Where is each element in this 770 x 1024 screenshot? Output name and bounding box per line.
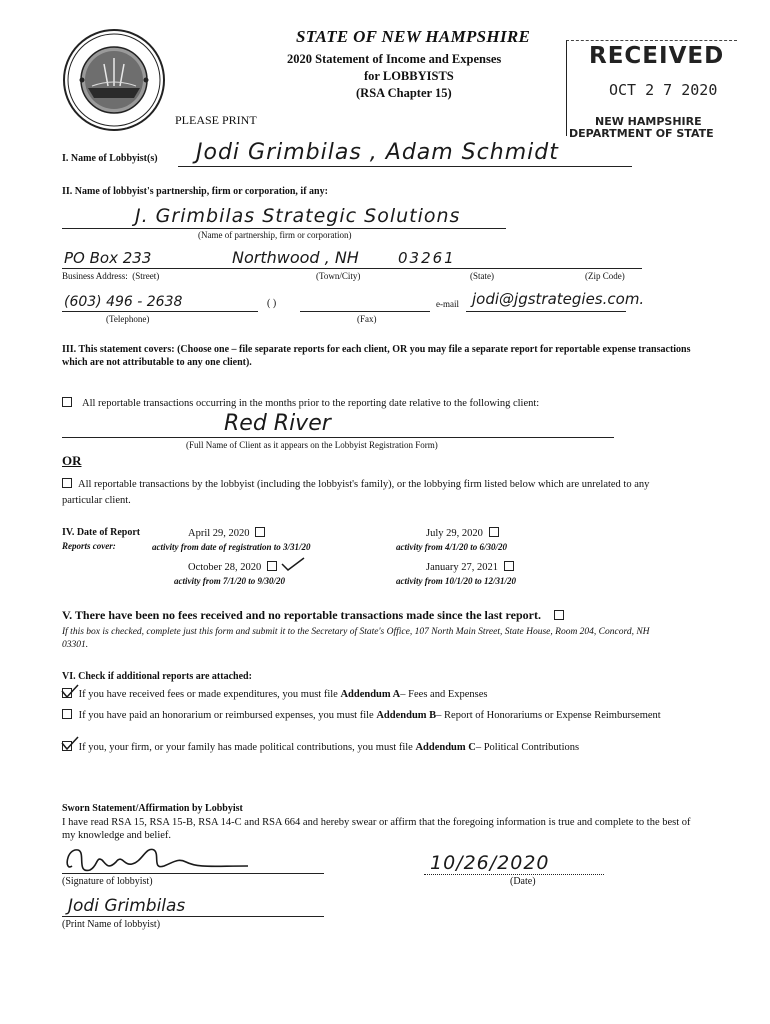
- telephone-caption: (Telephone): [106, 314, 150, 324]
- section5-heading: [62, 608, 564, 623]
- email-field[interactable]: jodi@jgstrategies.com.: [472, 290, 645, 308]
- addendum-a-checkmark: [60, 683, 80, 699]
- addendum-b-row: [62, 709, 682, 723]
- signature-caption: (Signature of lobbyist): [62, 876, 153, 887]
- addendum-a-post: – Fees and Expenses: [400, 689, 488, 700]
- firm-name-field[interactable]: J. Grimbilas Strategic Solutions: [135, 205, 461, 227]
- section5-note: If this box is checked, complete just this form and submit it to the Secretary of State's Office, 107 North Main Street, State House, Room 204, Concord, NH 03301.: [62, 627, 650, 650]
- date-1-text: April 29, 2020: [188, 528, 250, 539]
- email-label: e-mail: [436, 299, 459, 309]
- fax-caption: (Fax): [357, 314, 377, 324]
- form-subtitle-2: for LOBBYISTS: [364, 69, 454, 83]
- date-3-text: October 28, 2020: [188, 562, 262, 573]
- business-address-label: [62, 271, 159, 281]
- no-fees-checkbox[interactable]: [554, 610, 564, 620]
- street-caption: (Street): [132, 271, 160, 281]
- option1-checkbox[interactable]: [62, 397, 72, 407]
- print-name-caption: (Print Name of lobbyist): [62, 919, 161, 930]
- signature[interactable]: [62, 836, 262, 878]
- date-4-range: activity from 10/1/20 to 12/31/20: [396, 576, 516, 586]
- town-caption: (Town/City): [316, 271, 361, 281]
- date-field[interactable]: 10/26/2020: [430, 852, 550, 874]
- state-seal: [62, 28, 166, 132]
- state-caption: (State): [470, 271, 494, 281]
- date-1-checkbox[interactable]: [255, 527, 265, 537]
- date-3-checkbox[interactable]: [267, 561, 277, 571]
- addendum-b-checkbox[interactable]: [62, 709, 72, 719]
- addendum-a-pre: If you have received fees or made expenditures, you must file: [78, 689, 338, 700]
- option1-text: All reportable transactions occurring in the months prior to the reporting date relative to the following client:: [82, 398, 540, 409]
- addendum-b-post: – Report of Honorariums or Expense Reimbursement: [436, 710, 661, 721]
- received-stamp: [566, 40, 737, 140]
- or-divider: OR: [62, 453, 82, 468]
- sworn-heading: Sworn Statement/Affirmation by Lobbyist: [62, 803, 243, 814]
- addendum-b-pre: If you have paid an honorarium or reimbursed expenses, you must file: [78, 710, 374, 721]
- stamp-received: RECEIVED: [589, 43, 725, 69]
- telephone-field[interactable]: (603) 496 - 2638: [64, 294, 183, 310]
- reports-cover-label: Reports cover:: [62, 541, 116, 551]
- please-print: PLEASE PRINT: [175, 113, 257, 127]
- form-subtitle: 2020 Statement of Income and Expenses: [287, 52, 502, 66]
- addendum-b-bold: Addendum B: [376, 710, 437, 721]
- firm-caption: (Name of partnership, firm or corporation): [198, 230, 352, 240]
- form-subtitle-3: (RSA Chapter 15): [356, 86, 452, 100]
- street-field[interactable]: PO Box 233: [64, 249, 152, 267]
- date-4-checkbox[interactable]: [504, 561, 514, 571]
- addendum-a-bold: Addendum A: [340, 689, 401, 700]
- stamp-date: OCT 2 7 2020: [609, 81, 718, 99]
- date-1-range: activity from date of registration to 3/31/20: [152, 542, 311, 552]
- lobbyist-name-field[interactable]: Jodi Grimbilas , Adam Schmidt: [196, 140, 559, 165]
- stamp-line1: NEW HAMPSHIRE: [595, 115, 702, 128]
- date-of-report-label: IV. Date of Report: [62, 527, 141, 538]
- section5-text: V. There have been no fees received and no reportable transactions made since the last report.: [62, 608, 541, 622]
- date-3-checkmark: [280, 556, 306, 572]
- date-2-text: July 29, 2020: [426, 528, 483, 539]
- town-field[interactable]: Northwood , NH: [232, 248, 359, 267]
- lobbyist-name-label: I. Name of Lobbyist(s): [62, 153, 158, 164]
- option2-checkbox[interactable]: [62, 478, 72, 488]
- print-name-field[interactable]: Jodi Grimbilas: [68, 896, 186, 916]
- date-option-2: [426, 527, 499, 539]
- zip-caption: (Zip Code): [585, 271, 625, 281]
- option1-row: [62, 393, 722, 411]
- section3-heading: III. This statement covers: (Choose one – file separate reports for each client, OR you may file a separate report for reportable expense transactions which are not attributable to any one client).: [62, 344, 691, 368]
- addendum-c-checkmark: [60, 735, 80, 751]
- addendum-c-pre: If you, your firm, or your family has made political contributions, you must file: [78, 742, 413, 753]
- client-name-field[interactable]: Red River: [224, 411, 331, 436]
- sworn-text: I have read RSA 15, RSA 15-B, RSA 14-C and RSA 664 and hereby swear or affirm that the foregoing information is true and complete to the best of my knowledge and belief.: [62, 817, 691, 841]
- stamp-line2: DEPARTMENT OF STATE: [569, 127, 714, 140]
- date-option-1: [188, 527, 265, 539]
- addendum-c-post: – Political Contributions: [475, 742, 580, 753]
- form-title: STATE OF NEW HAMPSHIRE: [296, 27, 531, 46]
- zip-field[interactable]: 03261: [398, 249, 456, 267]
- date-2-checkbox[interactable]: [489, 527, 499, 537]
- client-caption: (Full Name of Client as it appears on the Lobbyist Registration Form): [186, 440, 438, 450]
- section6-heading: VI. Check if additional reports are attached:: [62, 671, 252, 682]
- addendum-c-row: [62, 741, 742, 753]
- date-option-4: [426, 561, 514, 573]
- date-2-range: activity from 4/1/20 to 6/30/20: [396, 542, 507, 552]
- fax-prefix: ( ): [267, 298, 277, 309]
- firm-label: II. Name of lobbyist's partnership, firm or corporation, if any:: [62, 186, 328, 197]
- date-3-range: activity from 7/1/20 to 9/30/20: [174, 576, 285, 586]
- addendum-a-row: [62, 688, 712, 700]
- addendum-c-bold: Addendum C: [415, 742, 476, 753]
- option2-row: [62, 476, 692, 508]
- business-label: Business Address:: [62, 271, 128, 281]
- option2-text: All reportable transactions by the lobbyist (including the lobbyist's family), or the lobbying firm listed below which are unrelated to any particular client.: [62, 479, 650, 506]
- date-4-text: January 27, 2021: [426, 562, 499, 573]
- date-option-3: [188, 561, 277, 573]
- date-caption: (Date): [510, 876, 536, 887]
